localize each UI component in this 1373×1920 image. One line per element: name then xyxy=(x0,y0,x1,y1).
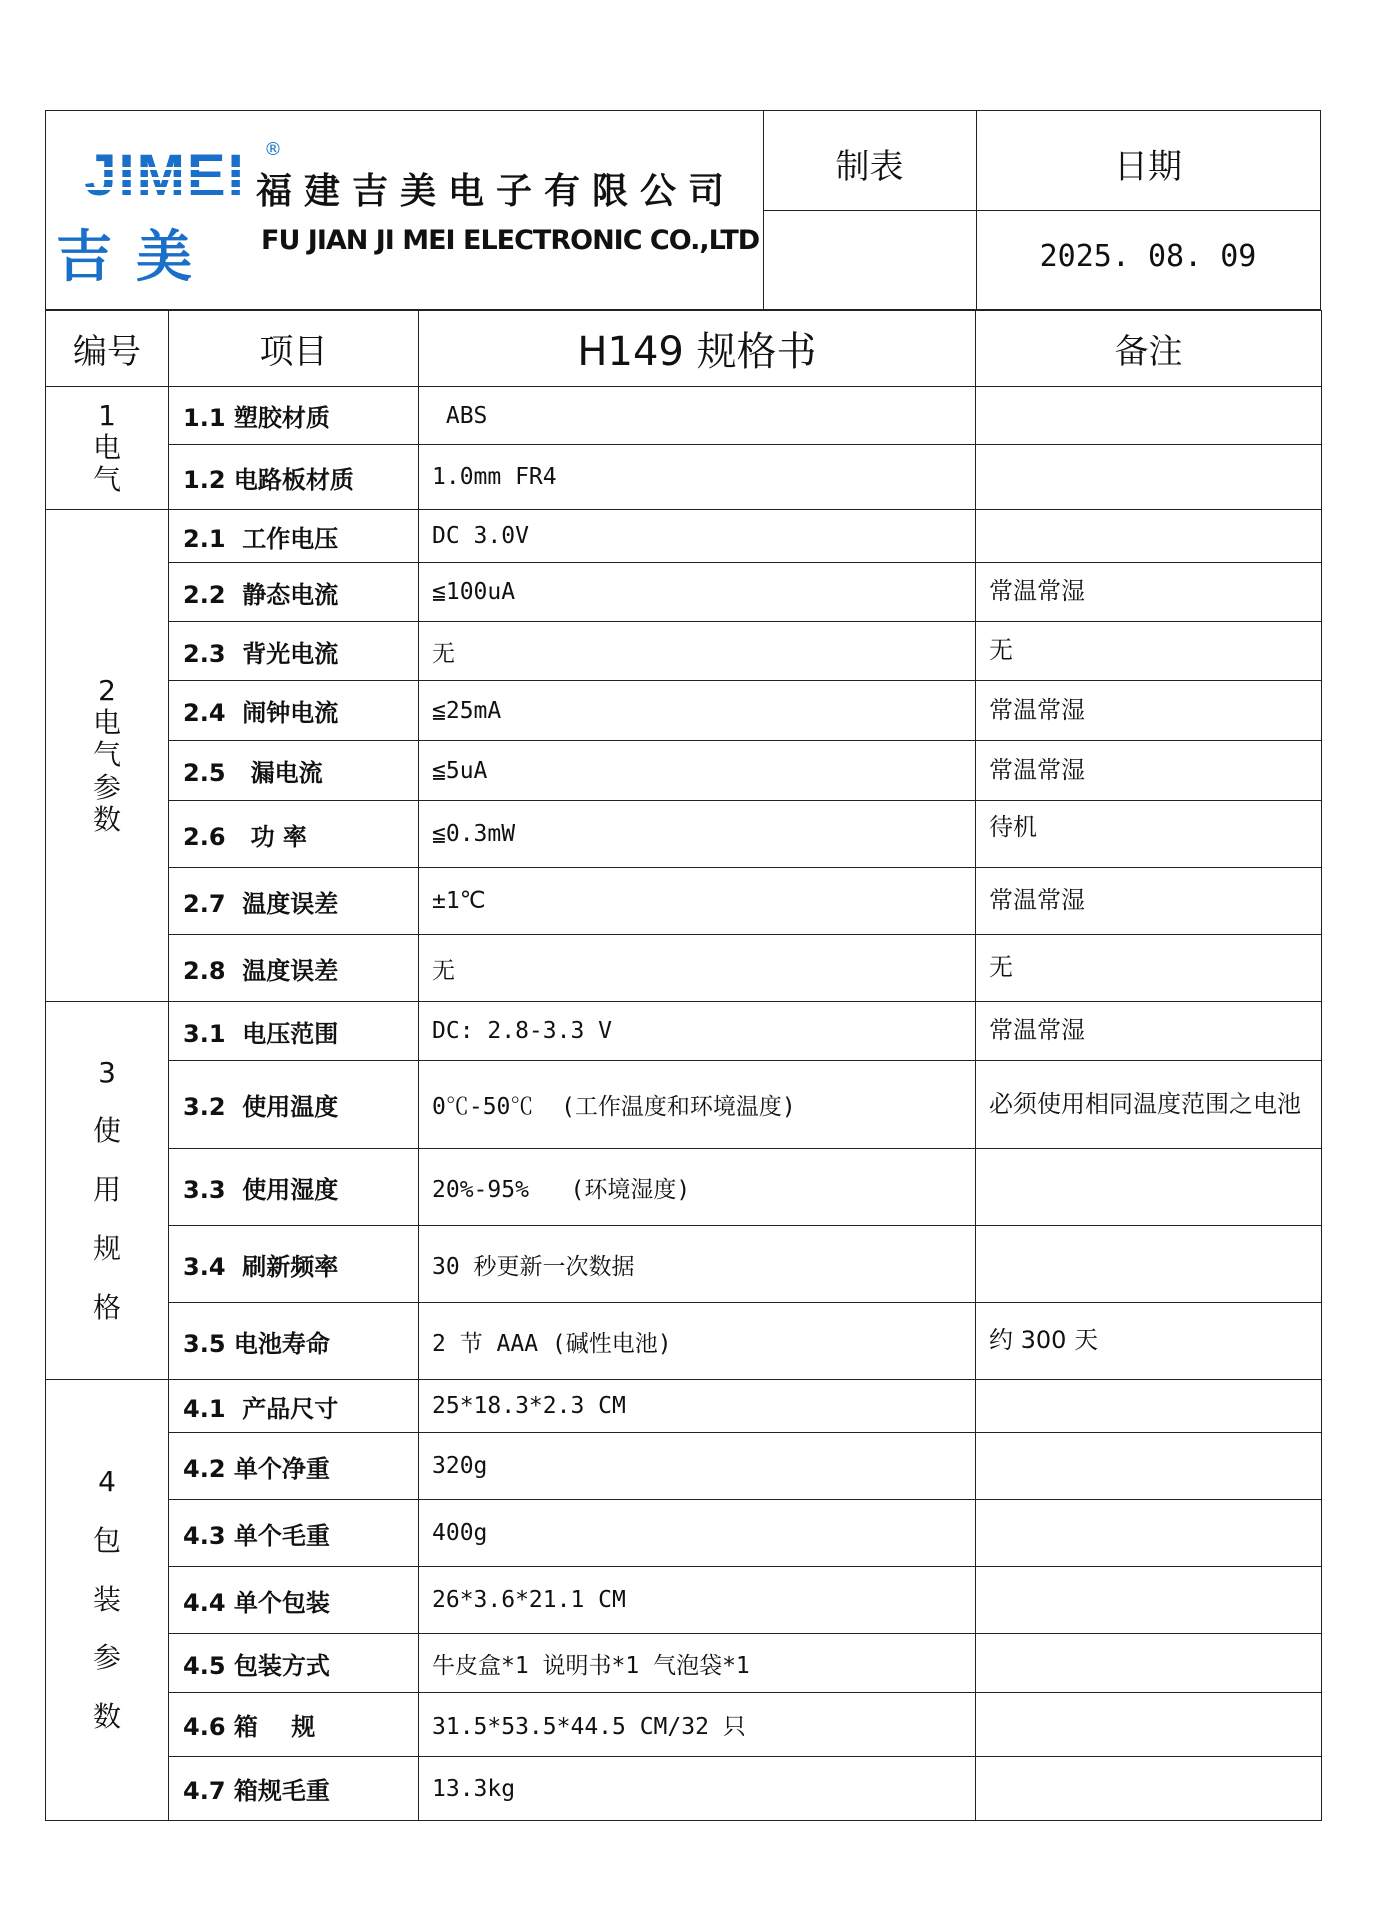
table-row xyxy=(46,1149,1322,1226)
item-cell: 3.4 刷新频率 xyxy=(169,1226,419,1303)
item-cell: 3.2 使用温度 xyxy=(169,1061,419,1149)
note-cell xyxy=(976,1693,1322,1757)
spec-cell: 31.5*53.5*44.5 CM/32 只 xyxy=(419,1693,976,1757)
note-cell: 常温常湿 xyxy=(976,681,1322,741)
spec-cell: 30 秒更新一次数据 xyxy=(419,1226,976,1303)
table-row xyxy=(46,1303,1322,1380)
note-cell xyxy=(976,1567,1322,1634)
note-cell xyxy=(976,1433,1322,1500)
spec-cell: 26*3.6*21.1 CM xyxy=(419,1567,976,1634)
date-label: 日期 xyxy=(1114,147,1182,187)
table-row xyxy=(46,563,1322,622)
table-row xyxy=(46,1693,1322,1757)
spec-cell: ≦5uA xyxy=(419,741,976,801)
note-cell: 常温常湿 xyxy=(976,741,1322,801)
spec-cell: ABS xyxy=(419,387,976,445)
table-row xyxy=(46,741,1322,801)
spec-cell: 13.3kg xyxy=(419,1757,976,1821)
item-cell: 4.6 箱 规 xyxy=(169,1693,419,1757)
spec-cell: 400g xyxy=(419,1500,976,1567)
spec-cell: 无 xyxy=(419,622,976,681)
table-row xyxy=(46,1380,1322,1433)
note-cell xyxy=(976,1226,1322,1303)
col-header-item: 项目 xyxy=(169,311,419,387)
spec-cell: 1.0mm FR4 xyxy=(419,445,976,510)
spec-table xyxy=(45,310,1322,1821)
item-cell: 1.1 塑胶材质 xyxy=(169,387,419,445)
jimei-logo xyxy=(60,149,270,205)
note-cell: 必须使用相同温度范围之电池 xyxy=(976,1061,1322,1149)
table-row xyxy=(46,1002,1322,1061)
table-row xyxy=(46,1500,1322,1567)
note-cell: 待机 xyxy=(976,801,1322,868)
note-cell: 无 xyxy=(976,622,1322,681)
note-cell: 无 xyxy=(976,935,1322,1002)
note-cell xyxy=(976,1380,1322,1433)
table-row xyxy=(46,445,1322,510)
item-cell: 4.1 产品尺寸 xyxy=(169,1380,419,1433)
table-row xyxy=(46,1226,1322,1303)
item-cell: 4.7 箱规毛重 xyxy=(169,1757,419,1821)
spec-cell: 0℃-50℃ (工作温度和环境温度) xyxy=(419,1061,976,1149)
spec-cell: 320g xyxy=(419,1433,976,1500)
item-cell: 2.7 温度误差 xyxy=(169,868,419,935)
company-name-en: FU JIAN JI MEI ELECTRONIC CO.,LTD xyxy=(261,225,760,256)
spec-cell: 25*18.3*2.3 CM xyxy=(419,1380,976,1433)
item-cell: 3.5 电池寿命 xyxy=(169,1303,419,1380)
table-row xyxy=(46,1567,1322,1634)
document-header xyxy=(45,110,1321,310)
spec-cell: 2 节 AAA (碱性电池) xyxy=(419,1303,976,1380)
table-row xyxy=(46,935,1322,1002)
note-cell: 常温常湿 xyxy=(976,563,1322,622)
spec-cell: ≦0.3mW xyxy=(419,801,976,868)
item-cell: 3.1 电压范围 xyxy=(169,1002,419,1061)
header-divider xyxy=(763,210,1320,211)
item-cell: 2.6 功 率 xyxy=(169,801,419,868)
item-cell: 4.3 单个毛重 xyxy=(169,1500,419,1567)
table-row xyxy=(46,510,1322,563)
table-row xyxy=(46,868,1322,935)
spec-cell: ≦25mA xyxy=(419,681,976,741)
section-label: 3使用规格 xyxy=(46,1002,169,1380)
made-by-label: 制表 xyxy=(835,147,904,187)
note-cell: 常温常湿 xyxy=(976,1002,1322,1061)
spec-cell: ±1℃ xyxy=(419,868,976,935)
table-row xyxy=(46,681,1322,741)
item-cell: 2.5 漏电流 xyxy=(169,741,419,801)
item-cell: 2.1 工作电压 xyxy=(169,510,419,563)
item-cell: 3.3 使用湿度 xyxy=(169,1149,419,1226)
col-header-number: 编号 xyxy=(46,311,169,387)
spec-cell: 无 xyxy=(419,935,976,1002)
registered-mark: ® xyxy=(264,139,282,160)
item-cell: 2.4 闹钟电流 xyxy=(169,681,419,741)
item-cell: 4.4 单个包装 xyxy=(169,1567,419,1634)
table-row xyxy=(46,1757,1322,1821)
date-value: 2025. 08. 09 xyxy=(1039,239,1257,274)
item-cell: 2.2 静态电流 xyxy=(169,563,419,622)
table-row xyxy=(46,387,1322,445)
note-cell xyxy=(976,1634,1322,1693)
table-header-row xyxy=(46,311,1322,387)
table-row xyxy=(46,1061,1322,1149)
section-label: 1电气 xyxy=(46,387,169,510)
note-cell xyxy=(976,1149,1322,1226)
section-label: 2电气参数 xyxy=(46,510,169,1002)
table-row xyxy=(46,622,1322,681)
note-cell xyxy=(976,510,1322,563)
note-cell xyxy=(976,1757,1322,1821)
spec-cell: ≦100uA xyxy=(419,563,976,622)
company-name-cn: 福建吉美电子有限公司 xyxy=(256,171,737,212)
note-cell xyxy=(976,387,1322,445)
col-header-remark: 备注 xyxy=(976,311,1322,387)
table-row xyxy=(46,1634,1322,1693)
item-cell: 2.8 温度误差 xyxy=(169,935,419,1002)
col-header-spec-title: H149 规格书 xyxy=(419,311,976,387)
note-cell xyxy=(976,1500,1322,1567)
logo-chinese: 吉美 xyxy=(56,224,216,290)
note-cell: 约 300 天 xyxy=(976,1303,1322,1380)
note-cell xyxy=(976,445,1322,510)
note-cell: 常温常湿 xyxy=(976,868,1322,935)
item-cell: 2.3 背光电流 xyxy=(169,622,419,681)
item-cell: 1.2 电路板材质 xyxy=(169,445,419,510)
spec-cell: 牛皮盒*1 说明书*1 气泡袋*1 xyxy=(419,1634,976,1693)
spec-cell: 20%-95% (环境湿度) xyxy=(419,1149,976,1226)
item-cell: 4.2 单个净重 xyxy=(169,1433,419,1500)
spec-cell: DC 3.0V xyxy=(419,510,976,563)
item-cell: 4.5 包装方式 xyxy=(169,1634,419,1693)
section-label: 4包装参数 xyxy=(46,1380,169,1821)
spec-cell: DC: 2.8-3.3 V xyxy=(419,1002,976,1061)
table-row xyxy=(46,1433,1322,1500)
table-row xyxy=(46,801,1322,868)
